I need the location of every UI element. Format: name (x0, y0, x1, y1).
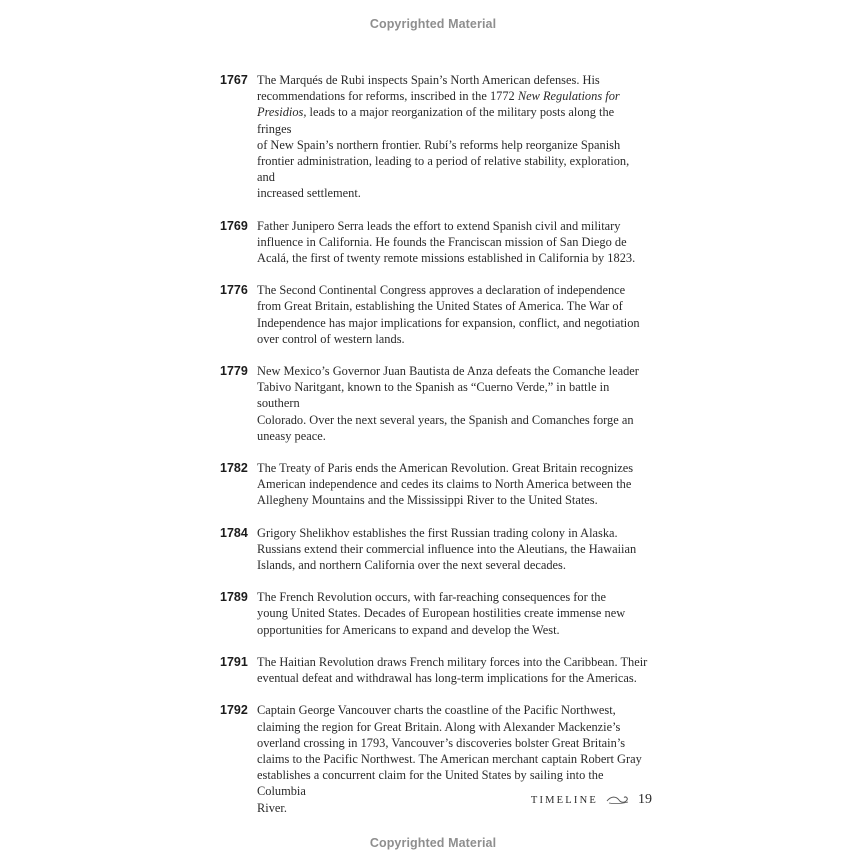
page-number: 19 (638, 792, 652, 807)
timeline-entry-1791 (220, 654, 650, 686)
entry-text: Father Junipero Serra leads the effort to extend Spanish civil and military influence in California. He founds the Franciscan mission of San Diego de Acalá, the first of twenty remote missions established in California by 1823. (257, 218, 636, 266)
running-footer (531, 792, 652, 808)
entry-text: The French Revolution occurs, with far-reaching consequences for the young United States. Decades of European hostilities create immense new opportunities for Americans to expand and develop the West. (257, 590, 626, 637)
footer-section-label: TIMELINE (530, 794, 598, 806)
entry-text: The Haitian Revolution draws French military forces into the Caribbean. Their eventual defeat and withdrawal has long-term implications for the Americas. (257, 654, 648, 686)
timeline-entry-1767 (220, 72, 650, 202)
entry-text: The Treaty of Paris ends the American Revolution. Great Britain recognizes American independence and cedes its claims to North America between the Allegheny Mountains and the Mississippi River to the United States. (257, 461, 634, 508)
entry-text: New Mexico’s Governor Juan Bautista de Anza defeats the Comanche leader Tabivo Naritgant, known to the Spanish as “Cuerno Verde,” in battle in southern Colorado. Over the next several years, the Spanish and Comanches forge an uneasy peace. (257, 364, 639, 443)
entry-year: 1784 (220, 525, 248, 540)
timeline-entry-1784 (220, 525, 650, 574)
entry-text: The Marqués de Rubi inspects Spain’s North American defenses. His recommendations for reforms, inscribed in the 1772 New Regulations for Presidios, leads to a major reorganization of the military posts along the fringes of New Spain’s northern frontier. Rubí’s reforms help reorganize Spanish frontier administration, leading to a period of relative stability, exploration, and increased settlement. (257, 73, 630, 201)
entry-year: 1791 (220, 654, 248, 669)
timeline-entry-1789 (220, 589, 650, 638)
copyright-watermark-top: Copyrighted Material (369, 17, 497, 31)
entry-year: 1779 (220, 364, 248, 379)
entry-text: Grigory Shelikhov establishes the first Russian trading colony in Alaska. Russians extend their commercial influence into the Aleutians, the Hawaiian Islands, and northern California over the next several decades. (257, 525, 637, 573)
entry-year: 1767 (220, 73, 248, 87)
entry-year: 1789 (220, 590, 248, 605)
timeline-entry-1776 (220, 282, 650, 347)
timeline-entry-1779 (220, 363, 650, 444)
entry-year: 1769 (220, 218, 248, 233)
timeline-entry-1782 (220, 460, 650, 509)
entry-text: Captain George Vancouver charts the coastline of the Pacific Northwest, claiming the region for Great Britain. Along with Alexander Mackenzie’s overland crossing in 1793, Vancouver’s discoveries bolster Great Britain’s claims to the Pacific Northwest. The American merchant captain Robert Gray establishes a concurrent claim for the United States by sailing into the Columbia River. (257, 703, 642, 815)
timeline-list (220, 72, 650, 832)
scroll-ornament-icon (606, 794, 630, 806)
entry-year: 1782 (220, 461, 248, 476)
entry-text: The Second Continental Congress approves a declaration of independence from Great Britain, establishing the United States of America. The War of Independence has major implications for expansion, conflict, and negotiation over control of western lands. (257, 283, 640, 346)
entry-year: 1776 (220, 283, 248, 298)
timeline-entry-1769 (220, 218, 650, 267)
entry-year: 1792 (220, 703, 248, 718)
copyright-watermark-bottom: Copyrighted Material (369, 836, 497, 850)
italic-title: New Regulations for Presidios, (257, 89, 620, 120)
